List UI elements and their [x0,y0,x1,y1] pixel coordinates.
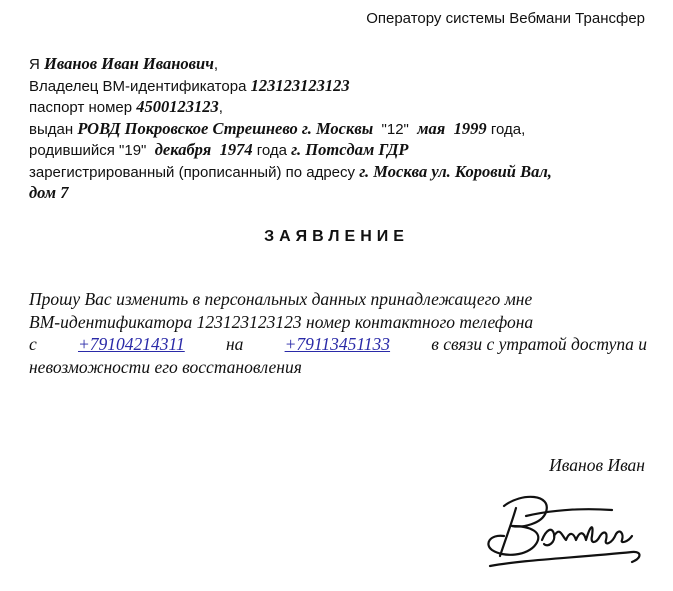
wmid-value: 123123123123 [250,75,350,95]
applicant-name-line [29,54,647,76]
statement-text-4: невозможности его восстановления [29,356,302,377]
issued-month: мая [417,118,446,138]
birth-line [29,140,647,162]
document-title: ЗАЯВЛЕНИЕ [264,228,409,245]
handwritten-signature [482,486,650,582]
registered-label: зарегистрированный (прописанный) по адресу [29,163,356,181]
statement-line-4 [29,356,647,379]
address-line1: г. Москва ул. Коровий Вал, [359,161,552,181]
passport-number: 4500123123 [136,97,219,116]
issued-line [29,119,647,141]
born-day: "19" [119,142,147,159]
addressee: Оператору системы Вебмани Трансфер [366,10,645,27]
statement-text-2: ВМ-идентификатора 123123123123 номер контактного телефона [29,311,534,332]
passport-comma: , [218,99,223,116]
registration-line [29,162,647,184]
wmid-line [29,76,647,98]
statement-line-1 [29,288,647,311]
statement-line-2 [29,311,647,334]
born-label: родившийся [29,142,115,159]
signer-name: Иванов Иван [549,455,645,475]
address-line2-row [29,183,647,205]
applicant-block [29,54,647,205]
address-line2: дом 7 [29,183,69,202]
statement-text-1: Прошу Вас изменить в персональных данных принадлежащего мне [29,289,533,309]
born-year: 1974 [219,140,253,159]
from-word: с [29,334,37,354]
issued-label: выдан [29,120,74,138]
applicant-full-name: Иванов Иван Иванович [44,54,214,73]
issued-day: "12" [381,120,409,138]
issued-year-word: года [490,120,522,138]
wmid-label: Владелец ВМ-идентификатора [29,77,247,95]
new-phone-link[interactable]: +79113451133 [284,334,391,354]
to-word: на [225,334,244,354]
pronoun: Я [29,56,40,73]
name-comma: , [213,56,219,73]
issued-year: 1999 [453,118,487,138]
born-month: декабря [154,140,212,159]
statement-text-3: в связи с утратой доступа и [431,334,647,354]
born-place: г. Потсдам ГДР [291,140,409,159]
statement-line-3 [29,333,647,356]
issued-by: РОВД Покровское Стрешнево г. Москвы [77,118,374,138]
born-year-word: года [256,142,287,159]
passport-line [29,97,647,119]
statement-body [29,288,647,378]
old-phone-link[interactable]: +79104214311 [77,334,185,354]
passport-label: паспорт номер [29,99,133,116]
issued-comma: , [521,120,526,138]
